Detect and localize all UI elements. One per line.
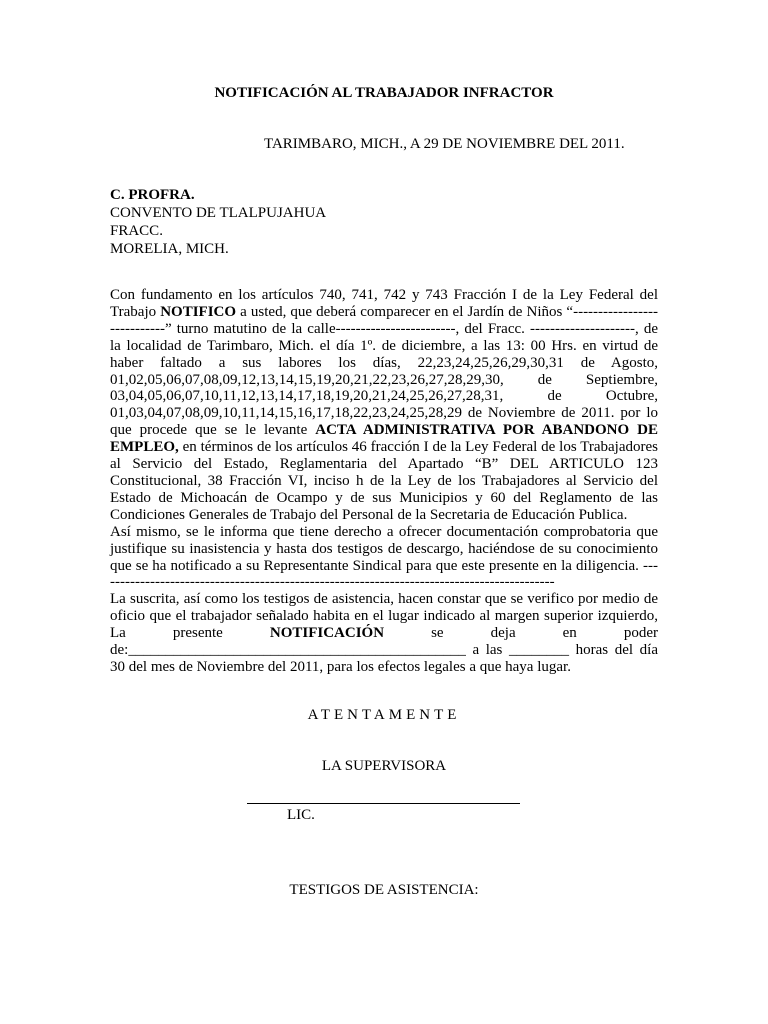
addressee-line-2: CONVENTO DE TLALPUJAHUA — [110, 205, 327, 221]
paragraph-1 — [110, 287, 658, 524]
p1-text-c: a usted, que deberá comparecer en el Jardín de Niños “----------------------------” turno matutino de la calle------------------------, del Fracc. ---------------------, de la localidad de Tarimbaro, Mich. el día 1º. de diciembre, a las 13: 00 Hrs. en virtud de haber faltado a sus labores los días, 22,23,24,25,26,29,30,31 de Agosto, 01,02,05,06,07,08,09,12,13,14,15,19,20,21,22,23,26,27,28,29,30, de Septiembre, 03,04,05,06,07,10,11,12,13,14,17,18,19,20,21,24,25,26,27,28,31, de Octubre, 01,03,04,07,08,09,10,11,14,15,16,17,18,22,23,24,25,28,29 de Noviembre de 2011. por lo que procede que se le levante — [110, 303, 658, 439]
p3-text-c: se deja en poder de:_____________________________________________ a las ________ horas del día 30 del mes de Noviembre del 2011, para los efectos legales a que haya lugar. — [110, 625, 658, 675]
signer-lic: LIC. — [287, 807, 315, 823]
p3-text-a: La suscrita, así como los testigos de asistencia, hacen constar que se verifico por medio de oficio que el trabajador señalado habita en el lugar indicado al margen superior izquierdo, La presente — [110, 591, 658, 642]
p1-text-e: en términos de los artículos 46 fracción I de la Ley Federal de los Trabajadores al Servicio del Estado, Reglamentaria del Apartado “B” DEL ARTICULO 123 Constitucional, 38 Fracción VI, inciso h de la Ley de los Trabajadores al Servicio del Estado de Michoacán de Ocampo y de sus Municipios y 60 del Reglamento de las Condiciones Generales de Trabajo del Personal de la Secretaria de Educación Publica. — [110, 439, 658, 523]
paragraph-3 — [110, 591, 658, 676]
addressee-block — [110, 186, 326, 258]
signer-title: LA SUPERVISORA — [321, 758, 447, 774]
signature-line — [247, 803, 520, 804]
closing-atentamente: ATENTAMENTE — [307, 707, 461, 723]
p3-notificacion: NOTIFICACIÓN — [269, 625, 385, 642]
paragraph-2: Así mismo, se le informa que tiene derecho a ofrecer documentación comprobatoria que justifique su inasistencia y hasta dos testigos de descargo, haciéndose de su conocimiento que se ha notificado a su Representante Sindical para que este presente en la diligencia. -------------------------------------------------------------------------------------------- — [110, 523, 658, 591]
addressee-line-4: MORELIA, MICH. — [110, 241, 229, 257]
p1-notifico: NOTIFICO — [160, 303, 237, 320]
addressee-line-3: FRACC. — [110, 223, 163, 239]
addressee-line-1: C. PROFRA. — [110, 187, 195, 203]
p1-acta: ACTA ADMINISTRATIVA POR ABANDONO DE EMPLEO, — [110, 422, 658, 456]
document-title: NOTIFICACIÓN AL TRABAJADOR INFRACTOR — [214, 85, 554, 101]
body-text — [110, 287, 658, 676]
dateline: TARIMBARO, MICH., A 29 DE NOVIEMBRE DEL 2011. — [264, 136, 625, 152]
p1-text-a: Con fundamento en los artículos 740, 741, 742 y 743 Fracción I de la Ley Federal del Trabajo — [110, 287, 658, 320]
witnesses-heading: TESTIGOS DE ASISTENCIA: — [289, 882, 479, 898]
